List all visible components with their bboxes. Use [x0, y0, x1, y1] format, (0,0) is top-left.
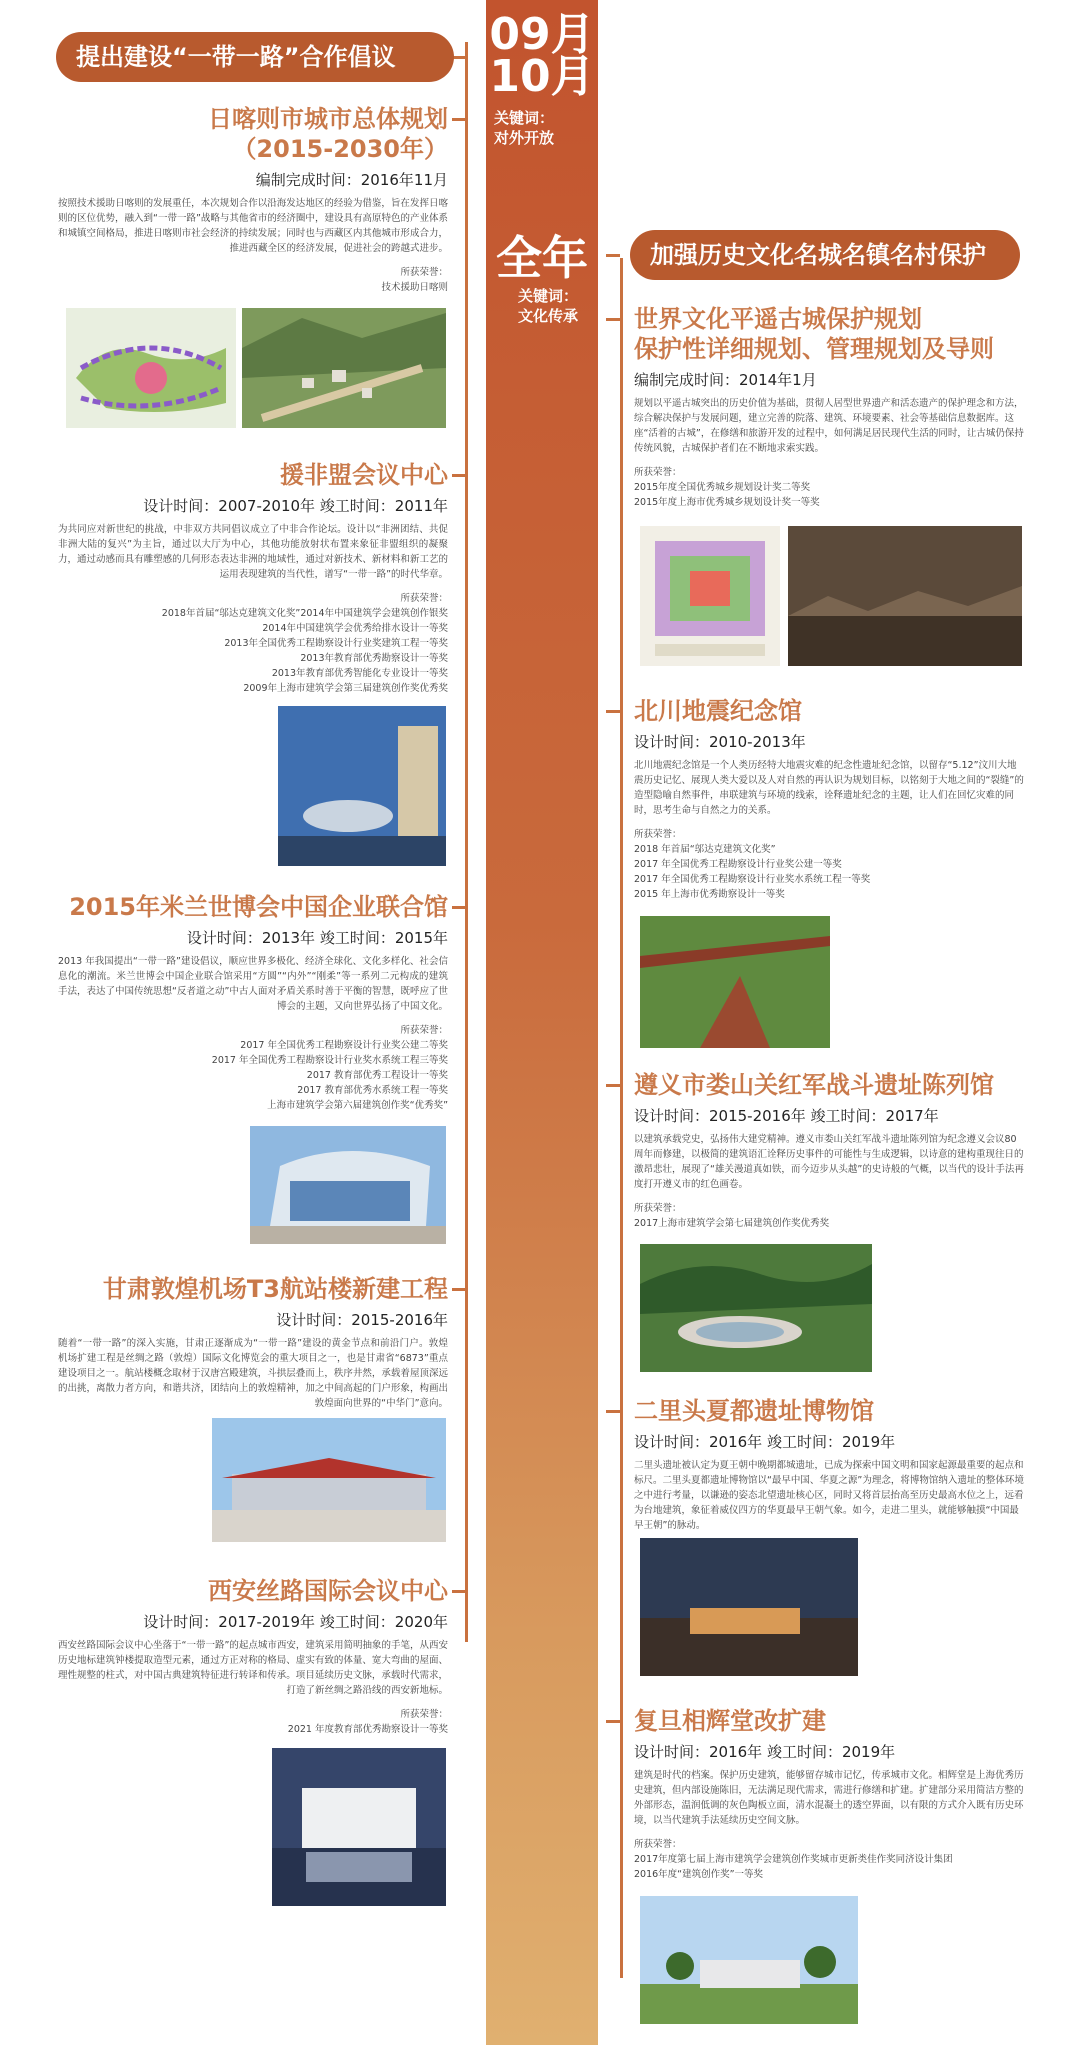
project-desc: 随着“一带一路”的深入实施，甘肃正逐渐成为“一带一路”建设的黄金节点和前沿门户。敦煌机场扩建工程是丝绸之路（敦煌）国际文化博览会的重大项目之一，也是甘肃省“6873”重点建设项目之一。航站楼概念取材于汉唐宫殿建筑，斗拱层叠而上，秩序井然，承载着屋顶深远的出挑，离散力者方向，和谐共济，团结向上的敦煌精神，加之中间高起的门户形象，构画出敦煌面向世界的“中华门”意向。: [58, 1338, 448, 1409]
right-project-1: [634, 304, 1024, 510]
right-timeline-line: [620, 258, 623, 1978]
honor-item: 2017上海市建筑学会第七届建筑创作奖优秀奖: [634, 1218, 830, 1229]
project-desc: 为共同应对新世纪的挑战，中非双方共同倡议成立了中非合作论坛。设计以“非洲团结、共促非洲大陆的复兴”为主旨，通过以大厅为中心，其他功能放射状布置来象征非盟组织的凝聚力，通过动感而具有雕塑感的几何形态表达非洲的地域性，通过对新技术、新材料和新工艺的运用表现建筑的当代性，谱写“一带一路”的时代华章。: [58, 524, 448, 580]
left-project-2: [58, 460, 448, 696]
keyword-open: 关键词： 对外开放: [494, 109, 555, 147]
tick: [452, 1288, 466, 1291]
honors-title: 所获荣誉：: [400, 267, 448, 278]
project-desc: 二里头遗址被认定为夏王朝中晚期都城遗址，已成为探索中国文明和国家起源最重要的起点和标尺。二里头夏都遗址博物馆以“最早中国、华夏之源”为理念，将博物馆纳入遗址的整体环境之中进行考量，以谦逊的姿态北望遗址核心区，同时又将首层抬高至历史最高水位之上，远看为台地建筑，象征着威仪四方的华夏最早王朝气象。如今，走进二里头，就能够触摸“中国最早王朝”的脉动。: [634, 1460, 1024, 1531]
building-photo: [278, 706, 446, 866]
project-meta: 设计时间：2015-2016年: [276, 1311, 448, 1329]
tick: [606, 318, 620, 321]
tick: [452, 1590, 466, 1593]
project-meta: 设计时间：2007-2010年 竣工时间：2011年: [143, 497, 448, 515]
honor-item: 2017 教育部优秀水系统工程一等奖: [297, 1085, 448, 1096]
right-project-4: [634, 1396, 1024, 1533]
honor-item: 2015年度全国优秀城乡规划设计奖二等奖: [634, 482, 811, 493]
right-project-3: [634, 1070, 1024, 1231]
project-meta: 设计时间：2016年 竣工时间：2019年: [634, 1433, 896, 1451]
project-title: 复旦相辉堂改扩建: [634, 1707, 826, 1735]
honors-title: 所获荣誉：: [634, 1839, 682, 1850]
honor-item: 2017 年全国优秀工程勘察设计行业奖公建一等奖: [634, 859, 842, 870]
project-desc: 2013 年我国提出“一带一路”建设倡议，顺应世界多极化、经济全球化、文化多样化、社会信息化的潮流。米兰世博会中国企业联合馆采用“方圆”“内外”“刚柔”等一系列二元构成的建筑手法，表达了中国传统思想“反者道之动”中古人面对矛盾关系时善于平衡的智慧，既呼应了世博会的主题，又向世界弘扬了中国文化。: [58, 956, 448, 1012]
honors-title: 所获荣誉：: [634, 1203, 682, 1214]
project-desc: 建筑是时代的档案。保护历史建筑，能够留存城市记忆，传承城市文化。相辉堂是上海优秀历史建筑，但内部设施陈旧，无法满足现代需求，需进行修缮和扩建。扩建部分采用简洁方整的外部形态，温润低调的灰色陶板立面，清水混凝土的透空界面，以有限的方式介入既有历史环境，以当代建筑手法延续历史空间文脉。: [634, 1770, 1024, 1826]
tick: [606, 1410, 620, 1413]
project-desc: 以建筑承载党史，弘扬伟大建党精神。遵义市娄山关红军战斗遗址陈列馆为纪念遵义会议80周年而修建，以极简的建筑语汇诠释历史事件的可能性与生成逻辑，以诗意的建构重现往日的激昂悲壮，展现了“雄关漫道真如铁，而今迈步从头越”的史诗般的气概，以当代的设计手法再度打开遵义市的红色画卷。: [634, 1134, 1024, 1190]
project-title: 日喀则市城市总体规划 （2015-2030年）: [208, 105, 448, 163]
project-title: 遵义市娄山关红军战斗遗址陈列馆: [634, 1071, 994, 1099]
project-meta: 设计时间：2010-2013年: [634, 733, 806, 751]
project-title: 援非盟会议中心: [280, 461, 448, 489]
memorial-hall-photo: [640, 1244, 872, 1372]
tick: [452, 118, 466, 121]
ancient-city-photo: [788, 526, 1022, 666]
museum-photo: [640, 1538, 858, 1676]
honor-item: 2021 年度教育部优秀勘察设计一等奖: [287, 1724, 448, 1735]
tick: [452, 474, 466, 477]
project-title: 北川地震纪念馆: [634, 697, 802, 725]
right-section-header: 加强历史文化名城名镇名村保护: [630, 230, 1020, 280]
tick: [452, 906, 466, 909]
right-project-5: [634, 1706, 1024, 1882]
honor-item: 2014年中国建筑学会优秀给排水设计一等奖: [262, 623, 448, 634]
honors-title: 所获荣誉：: [634, 829, 682, 840]
keyword-culture: 关键词： 文化传承: [518, 287, 579, 325]
tick: [606, 710, 620, 713]
left-timeline-line: [465, 42, 468, 1642]
right-project-2: [634, 696, 1024, 902]
project-title: 世界文化平遥古城保护规划 保护性详细规划、管理规划及导则: [634, 305, 994, 363]
project-desc: 按照技术援助日喀则的发展重任，本次规划合作以沿海发达地区的经验为借鉴，旨在发挥日喀则的区位优势，融入到“一带一路”战略与其他省市的经济圈中，建设具有高原特色的产业体系和城镇空间格局，推进日喀则市社会经济的持续发展；同时也与西藏区内其他城市形成合力，推进西藏全区的经济发展，促进社会的跨越式进步。: [58, 198, 448, 254]
project-meta: 设计时间：2013年 竣工时间：2015年: [186, 929, 448, 947]
auditorium-photo: [640, 1896, 858, 2024]
pingyao-map-image: [640, 526, 780, 666]
project-meta: 编制完成时间：2016年11月: [255, 171, 448, 189]
honor-item: 2017 年全国优秀工程勘察设计行业奖水系统工程三等奖: [211, 1055, 448, 1066]
honor-item: 2016年度“建筑创作奖”一等奖: [634, 1869, 764, 1880]
left-project-4: [58, 1274, 448, 1411]
honor-item: 上海市建筑学会第六届建筑创作奖“优秀奖”: [267, 1100, 448, 1111]
project-desc: 西安丝路国际会议中心坐落于“一带一路”的起点城市西安，建筑采用简明抽象的手笔，从西安历史地标建筑钟楼提取造型元素，通过方正对称的格局、虚实有致的体量、宽大弯曲的屋面、理性规整的柱式，对中国古典建筑特征进行转译和传承。项目延续历史文脉，承载时代需求，打造了新丝绸之路沿线的西安新地标。: [58, 1640, 448, 1696]
project-meta: 编制完成时间：2014年1月: [634, 371, 817, 389]
project-title: 2015年米兰世博会中国企业联合馆: [69, 893, 448, 921]
honor-item: 2018 年首届“邬达克建筑文化奖”: [634, 844, 776, 855]
honors-title: 所获荣誉：: [400, 1025, 448, 1036]
year-label: 全年: [496, 231, 588, 285]
honor-item: 2013年教育部优秀智能化专业设计一等奖: [271, 668, 448, 679]
project-title: 甘肃敦煌机场T3航站楼新建工程: [102, 1275, 448, 1303]
honors-title: 所获荣誉：: [634, 467, 682, 478]
left-project-1: [58, 104, 448, 295]
project-meta: 设计时间：2015-2016年 竣工时间：2017年: [634, 1107, 939, 1125]
honors-title: 所获荣誉：: [400, 1709, 448, 1720]
project-desc: 北川地震纪念馆是一个人类历经特大地震灾难的纪念性遗址纪念馆，以留存“5.12”汶川大地震历史记忆、展现人类大爱以及人对自然的再认识为规划目标，以铭刻于大地之间的“裂缝”的造型隐喻自然事件，串联建筑与环境的线索，诠释遗址纪念的主题，让人们在回忆灾难的同时，思考生命与自然之力的关系。: [634, 760, 1024, 816]
honor-item: 2017 教育部优秀工程设计一等奖: [306, 1070, 448, 1081]
honors-title: 所获荣誉：: [400, 593, 448, 604]
month-label-oct: 10月: [489, 51, 595, 102]
aerial-render-image: [242, 308, 446, 428]
project-title: 西安丝路国际会议中心: [208, 1577, 448, 1605]
airport-photo: [212, 1418, 446, 1542]
memorial-photo: [640, 916, 830, 1048]
honor-item: 2013年全国优秀工程勘察设计行业奖建筑工程一等奖: [224, 638, 448, 649]
tick: [452, 56, 466, 59]
left-project-5: [58, 1576, 448, 1737]
honor-item: 2017 年全国优秀工程勘察设计行业奖公建二等奖: [240, 1040, 448, 1051]
honor-item: 2017 年全国优秀工程勘察设计行业奖水系统工程一等奖: [634, 874, 871, 885]
tick: [606, 1084, 620, 1087]
map-image: [66, 308, 236, 428]
project-meta: 设计时间：2016年 竣工时间：2019年: [634, 1743, 896, 1761]
pavilion-photo: [250, 1126, 446, 1244]
honor-item: 2013年教育部优秀勘察设计一等奖: [300, 653, 448, 664]
left-project-3: [58, 892, 448, 1113]
honor-item: 2017年度第七届上海市建筑学会建筑创作奖城市更新类佳作奖同济设计集团: [634, 1854, 953, 1865]
project-title: 二里头夏都遗址博物馆: [634, 1397, 874, 1425]
project-desc: 规划以平遥古城突出的历史价值为基础，贯彻人居型世界遗产和活态遗产的保护理念和方法，综合解决保护与发展问题，建立完善的院落、建筑、环境要素、社会等基础信息数据库。这座“活着的古城”，在修缮和旅游开发的过程中，如何满足居民现代生活的同时，让古城仍保持传统风貌，古城保护者们在不断地求索实践。: [634, 398, 1024, 454]
honor-item: 2018年首届“邬达克建筑文化奖”2014年中国建筑学会建筑创作银奖: [161, 608, 448, 619]
conference-center-photo: [272, 1748, 446, 1906]
tick: [606, 1720, 620, 1723]
honor-item: 技术援助日喀则: [381, 282, 448, 293]
honor-item: 2015年度上海市优秀城乡规划设计奖一等奖: [634, 497, 820, 508]
tick: [606, 254, 620, 257]
left-section-header: 提出建设“一带一路”合作倡议: [56, 32, 454, 82]
honor-item: 2009年上海市建筑学会第三届建筑创作奖优秀奖: [243, 683, 448, 694]
honor-item: 2015 年上海市优秀勘察设计一等奖: [634, 889, 785, 900]
project-meta: 设计时间：2017-2019年 竣工时间：2020年: [143, 1613, 448, 1631]
month-label-sept: 09月: [489, 9, 595, 60]
